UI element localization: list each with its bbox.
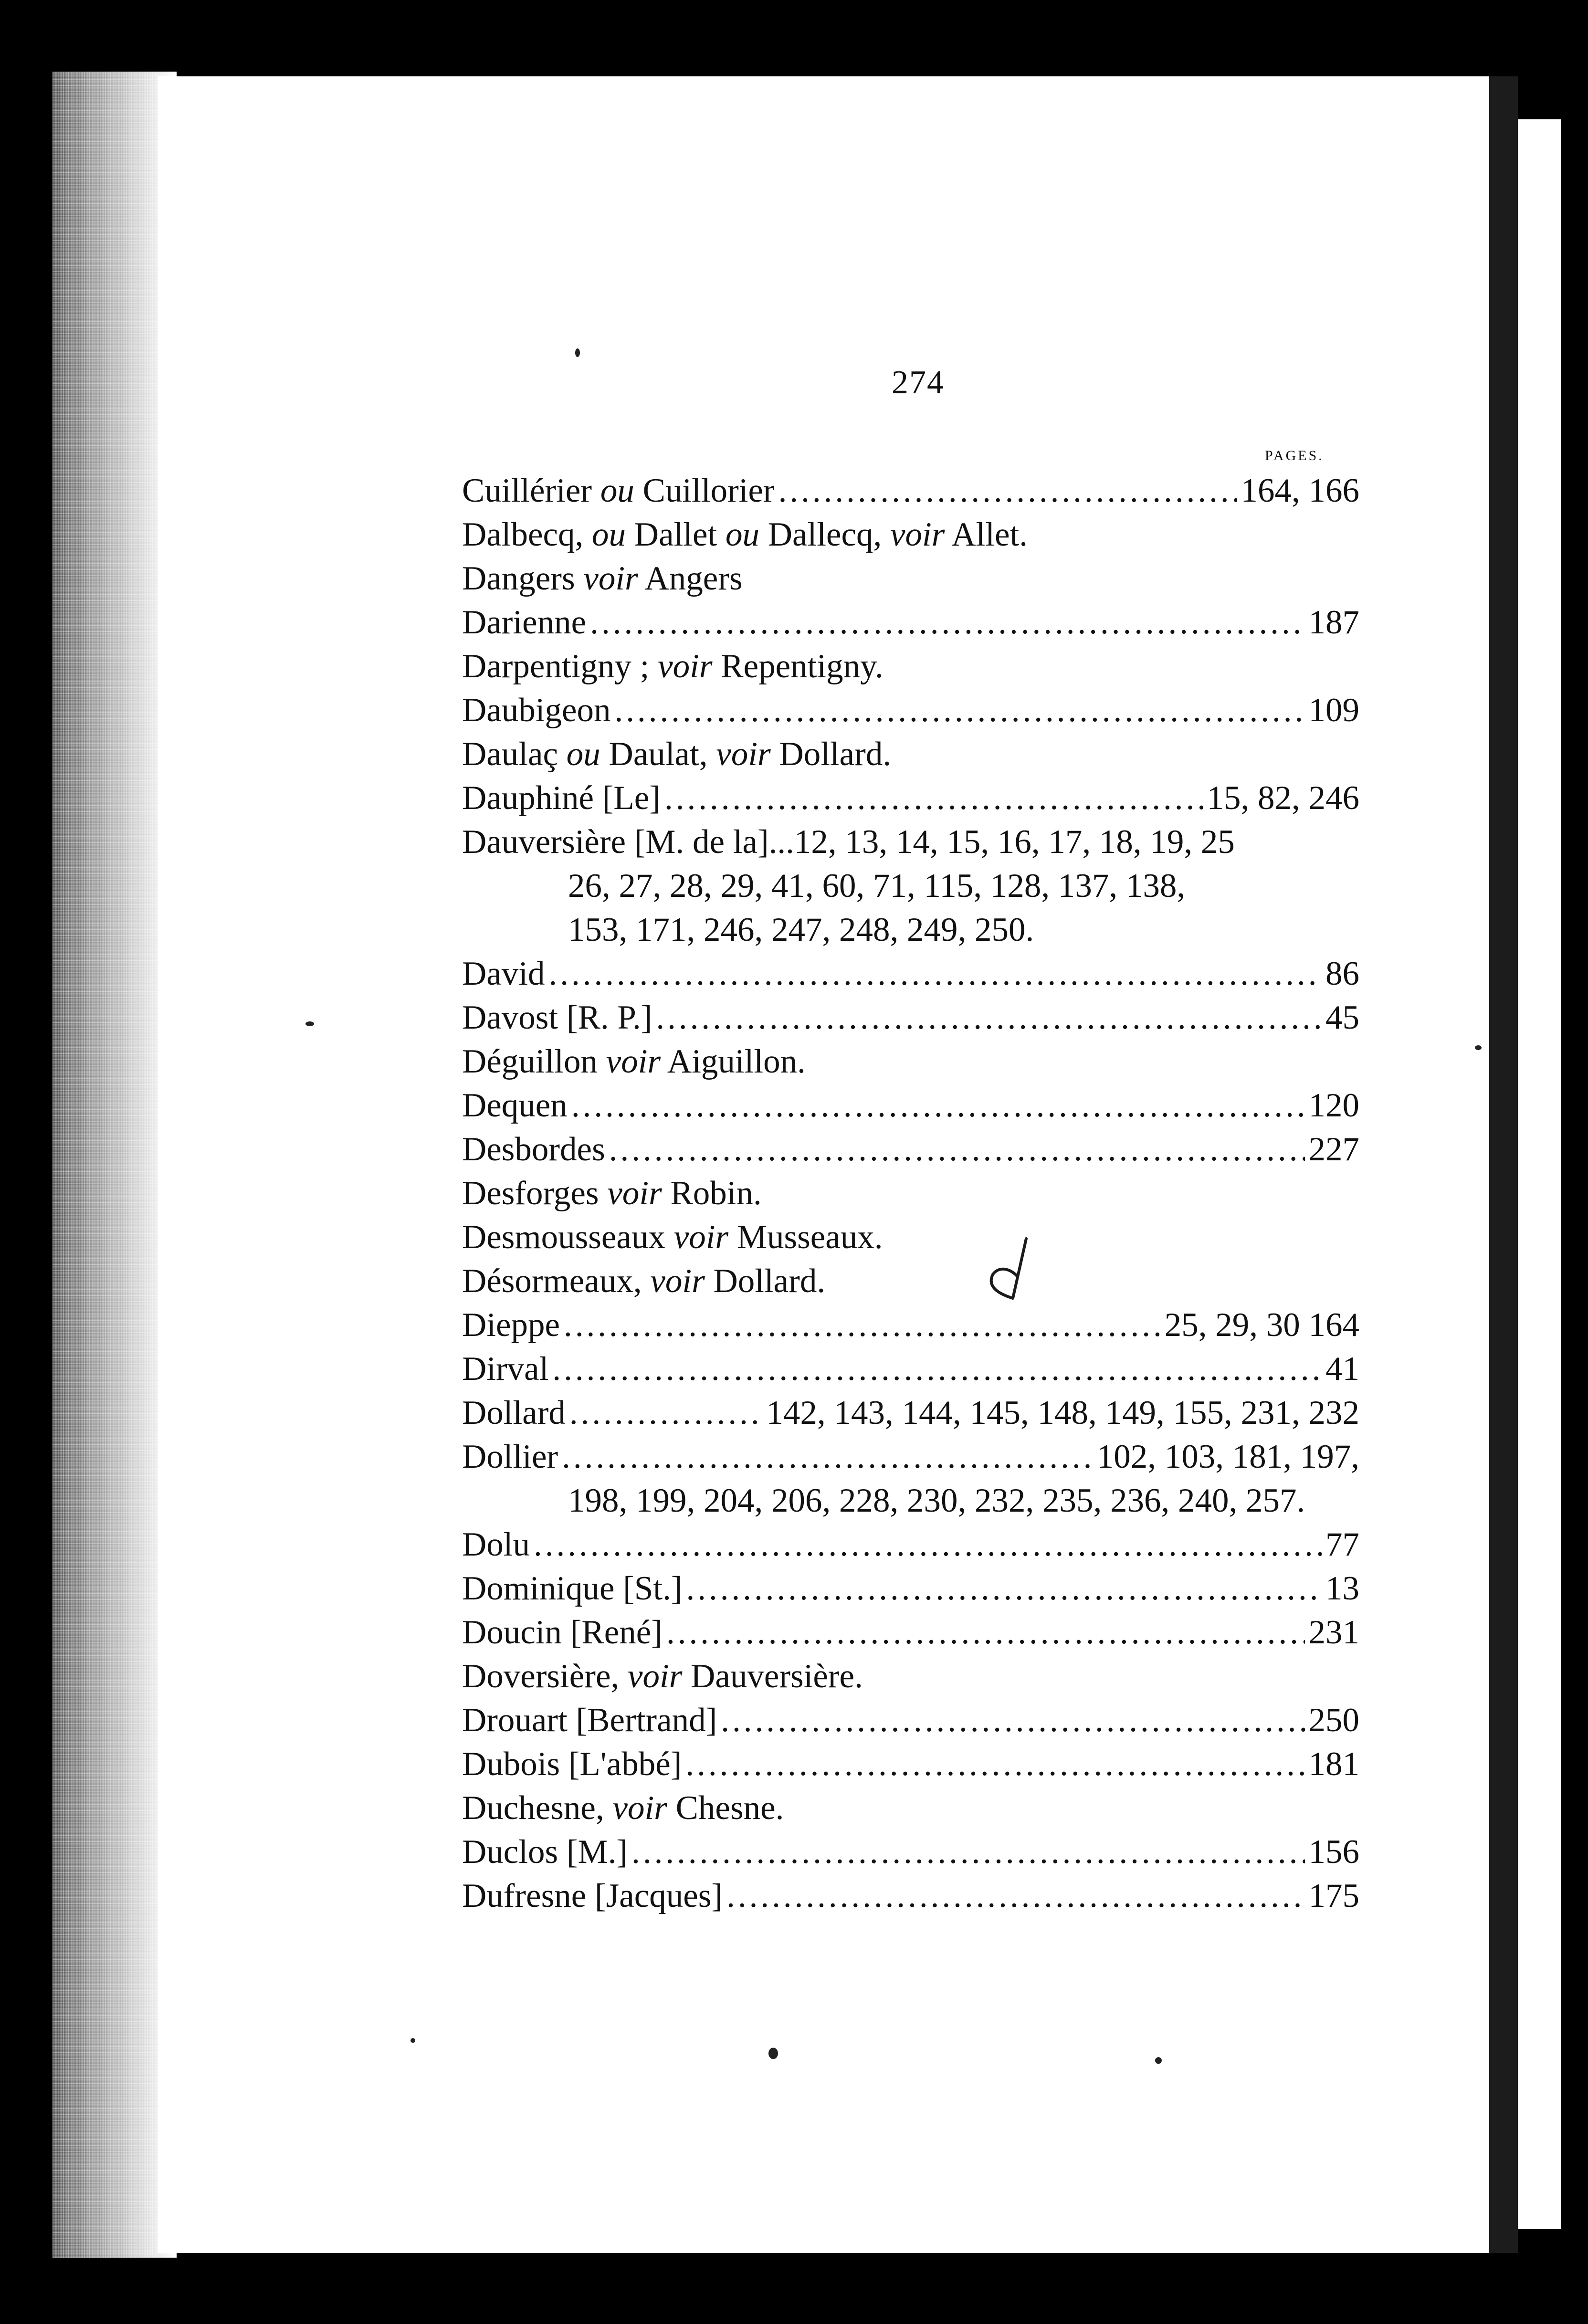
entry-continuation	[462, 1479, 1359, 1523]
entry-name: Daubigeon	[462, 692, 611, 729]
entry-pages: 13	[1325, 1570, 1359, 1607]
index-entry	[462, 1742, 1359, 1786]
entry-pages: 187	[1308, 604, 1359, 641]
entry-pages: 175	[1308, 1877, 1359, 1914]
leader-dots	[562, 1435, 1093, 1479]
entry-name: Duclos [M.]	[462, 1833, 628, 1871]
entry-pages: ...12, 13, 14, 15, 16, 17, 18, 19, 25	[768, 823, 1235, 861]
entry-pages: 231	[1308, 1614, 1359, 1651]
entry-name: Doucin [René]	[462, 1614, 663, 1651]
leader-dots	[721, 1698, 1304, 1742]
entry-name: Dubois [L'abbé]	[462, 1746, 682, 1783]
entry-cross-reference: Darpentigny ; voir Repentigny.	[462, 648, 883, 685]
leader-dots	[686, 1567, 1322, 1610]
index-entry	[462, 1786, 1359, 1830]
entry-name: Dequen	[462, 1087, 568, 1124]
leader-dots	[685, 1742, 1304, 1786]
entry-name: Dauversière [M. de la]	[462, 823, 769, 861]
index-entry	[462, 1830, 1359, 1874]
index-entry	[462, 732, 1359, 776]
index-entries	[462, 469, 1359, 1918]
leader-dots	[666, 1610, 1305, 1654]
entry-pages: 77	[1325, 1526, 1359, 1563]
entry-pages: 120	[1308, 1087, 1359, 1124]
index-entry	[462, 1259, 1359, 1303]
index-entry	[462, 513, 1359, 557]
entry-cross-reference: Dalbecq, ou Dallet ou Dallecq, voir Allet.	[462, 516, 1028, 553]
entry-name: Davost [R. P.]	[462, 999, 652, 1036]
leader-dots	[631, 1830, 1304, 1874]
entry-pages: 227	[1308, 1131, 1359, 1168]
entry-cross-reference: Daulaç ou Daulat, voir Dollard.	[462, 736, 892, 773]
index-entry	[462, 1127, 1359, 1171]
entry-pages: 102, 103, 181, 197,	[1096, 1438, 1359, 1475]
entry-cross-reference: Desforges voir Robin.	[462, 1175, 762, 1212]
entry-cross-reference: Desmousseaux voir Musseaux.	[462, 1219, 883, 1256]
index-entry	[462, 776, 1359, 820]
index-entry	[462, 1171, 1359, 1215]
index-entry	[462, 688, 1359, 732]
leader-dots	[726, 1874, 1304, 1918]
page-gutter-shadow	[1489, 76, 1518, 2253]
entry-name: Dolu	[462, 1526, 530, 1563]
entry-pages: 45	[1325, 999, 1359, 1036]
leader-dots	[778, 469, 1237, 513]
index-entry	[462, 820, 1359, 864]
entry-name: Dollard	[462, 1394, 566, 1431]
index-entry	[462, 1391, 1359, 1435]
index-entry	[462, 1083, 1359, 1127]
index-entry	[462, 600, 1359, 644]
entry-name: Desbordes	[462, 1131, 605, 1168]
entry-name: Dufresne [Jacques]	[462, 1877, 723, 1914]
index-entry	[462, 1215, 1359, 1259]
entry-pages: 15, 82, 246	[1207, 779, 1359, 817]
entry-name: Drouart [Bertrand]	[462, 1702, 717, 1739]
entry-pages: 86	[1325, 955, 1359, 992]
index-entry	[462, 1698, 1359, 1742]
leader-dots	[534, 1523, 1322, 1567]
index-entry	[462, 1610, 1359, 1654]
entry-continuation	[462, 864, 1359, 908]
page-number: 274	[892, 364, 945, 401]
handwritten-mark	[978, 1236, 1036, 1308]
index-entry	[462, 996, 1359, 1040]
index-entry	[462, 1874, 1359, 1918]
entry-pages: 181	[1308, 1746, 1359, 1783]
entry-name: Dominique [St.]	[462, 1570, 683, 1607]
entry-name: Darienne	[462, 604, 587, 641]
entry-cross-reference: Déguillon voir Aiguillon.	[462, 1043, 806, 1080]
leader-dots	[590, 600, 1304, 644]
entry-cross-reference: Duchesne, voir Chesne.	[462, 1789, 784, 1827]
entry-pages: 26, 27, 28, 29, 41, 60, 71, 115, 128, 137, 138,	[568, 867, 1186, 904]
entry-pages: 250	[1308, 1702, 1359, 1739]
entry-continuation	[462, 908, 1359, 952]
index-entry	[462, 1040, 1359, 1083]
entry-pages: 25, 29, 30 164	[1164, 1306, 1359, 1344]
leader-dots	[564, 1303, 1161, 1347]
leader-dots	[664, 776, 1203, 820]
index-entry	[462, 1654, 1359, 1698]
leader-dots	[552, 1347, 1322, 1391]
entry-cross-reference: Désormeaux, voir Dollard.	[462, 1262, 826, 1300]
entry-name: David	[462, 955, 545, 992]
index-entry	[462, 644, 1359, 688]
entry-pages: 198, 199, 204, 206, 228, 230, 232, 235, 236, 240, 257.	[568, 1482, 1305, 1519]
entry-name: Dieppe	[462, 1306, 560, 1344]
index-entry	[462, 1347, 1359, 1391]
entry-pages: 109	[1308, 692, 1359, 729]
entry-pages: 164, 166	[1241, 472, 1359, 509]
entry-pages: 41	[1325, 1350, 1359, 1388]
index-entry	[462, 469, 1359, 513]
leader-dots	[571, 1083, 1305, 1127]
index-entry	[462, 1523, 1359, 1567]
entry-pages: 142, 143, 144, 145, 148, 149, 155, 231, 232	[766, 1394, 1359, 1431]
entry-pages: 153, 171, 246, 247, 248, 249, 250.	[568, 911, 1034, 948]
index-entry	[462, 1303, 1359, 1347]
entry-pages: 156	[1308, 1833, 1359, 1871]
index-entry	[462, 1435, 1359, 1479]
entry-name: Dollier	[462, 1438, 558, 1475]
leader-dots	[656, 996, 1322, 1040]
index-entry	[462, 557, 1359, 600]
entry-cross-reference: Dangers voir Angers	[462, 560, 743, 597]
entry-name: Cuillérier ou Cuillorier	[462, 472, 775, 509]
index-entry	[462, 952, 1359, 996]
leader-dots	[615, 688, 1305, 732]
entry-name: Dirval	[462, 1350, 549, 1388]
entry-cross-reference: Doversière, voir Dauversière.	[462, 1658, 863, 1695]
entry-name: Dauphiné [Le]	[462, 779, 661, 817]
pages-column-header: PAGES.	[1265, 448, 1324, 463]
leader-dots	[549, 952, 1322, 996]
leader-dots	[609, 1127, 1305, 1171]
next-page-edge	[1518, 119, 1561, 2229]
leader-dots	[569, 1391, 763, 1435]
index-entry	[462, 1567, 1359, 1610]
